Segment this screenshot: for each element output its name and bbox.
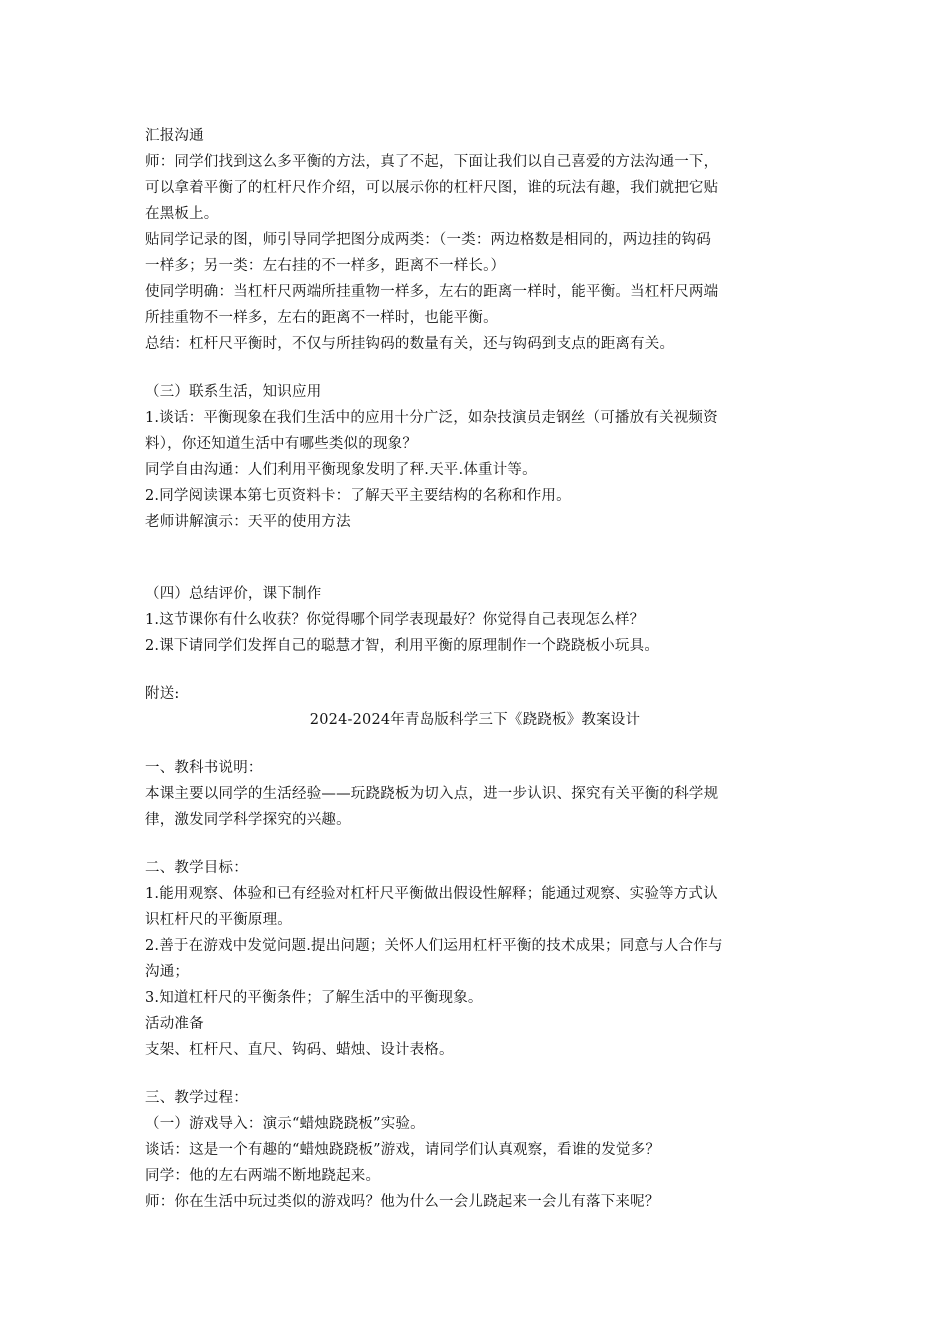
part1-paragraph-line: 本课主要以同学的生活经验——玩跷跷板为切入点，进一步认识、探究有关平衡的科学规 <box>145 786 719 802</box>
prep-items: 支架、杠杆尺、直尺、钩码、蜡烛、设计表格。 <box>145 1042 454 1058</box>
report-paragraph-line: 一样多；另一类：左右挂的不一样多，距离不一样长。） <box>145 258 506 274</box>
report-paragraph-line: 在黑板上。 <box>145 206 219 222</box>
section4-item-line: 2.课下请同学们发挥自己的聪慧才智，利用平衡的原理制作一个跷跷板小玩具。 <box>145 638 660 654</box>
section3-discussion: 同学自由沟通：人们利用平衡现象发明了秤.天平.体重计等。 <box>145 462 537 478</box>
part2-goal-line: 识杠杆尺的平衡原理。 <box>145 912 292 928</box>
report-paragraph-line: 使同学明确：当杠杆尺两端所挂重物一样多，左右的距离一样时，能平衡。当杠杆尺两端 <box>145 284 719 300</box>
part2-heading: 二、教学目标： <box>145 860 248 876</box>
report-paragraph-line: 可以拿着平衡了的杠杆尺作介绍，可以展示你的杠杆尺图，谁的玩法有趣，我们就把它贴 <box>145 180 719 196</box>
part2-goal-line: 沟通； <box>145 964 190 980</box>
part3-subheading: （一）游戏导入：演示“蜡烛跷跷板”实验。 <box>145 1116 425 1132</box>
appendix-label: 附送: <box>145 686 180 702</box>
report-paragraph-line: 所挂重物不一样多，左右的距离不一样时，也能平衡。 <box>145 310 498 326</box>
part3-heading: 三、教学过程： <box>145 1090 248 1106</box>
part1-heading: 一、教科书说明： <box>145 760 263 776</box>
section3-item-line: 1.谈话：平衡现象在我们生活中的应用十分广泛，如杂技演员走钢丝（可播放有关视频资 <box>145 410 718 426</box>
report-paragraph-line: 贴同学记录的图，师引导同学把图分成两类：（一类：两边格数是相同的，两边挂的钩码 <box>145 232 712 248</box>
appendix-title: 2024-2024年青岛版科学三下《跷跷板》教案设计 <box>309 712 641 728</box>
part3-student: 同学：他的左右两端不断地跷起来。 <box>145 1168 381 1184</box>
part3-talk: 谈话：这是一个有趣的“蜡烛跷跷板”游戏，请同学们认真观察，看谁的发觉多？ <box>145 1142 661 1158</box>
part2-goal-line: 2.善于在游戏中发觉问题.提出问题；关怀人们运用杠杆平衡的技术成果；同意与人合作与 <box>145 938 723 954</box>
part3-teacher: 师：你在生活中玩过类似的游戏吗？他为什么一会儿跷起来一会儿有落下来呢？ <box>145 1194 660 1210</box>
report-summary: 总结：杠杆尺平衡时，不仅与所挂钩码的数量有关，还与钩码到支点的距离有关。 <box>145 336 675 352</box>
report-heading: 汇报沟通 <box>145 128 204 144</box>
part2-goal-line: 3.知道杠杆尺的平衡条件；了解生活中的平衡现象。 <box>145 990 483 1006</box>
prep-heading: 活动准备 <box>145 1016 204 1032</box>
section3-heading: （三）联系生活，知识应用 <box>145 384 322 400</box>
part2-goal-line: 1.能用观察、体验和已有经验对杠杆尺平衡做出假设性解释；能通过观察、实验等方式认 <box>145 886 718 902</box>
section3-teacher: 老师讲解演示：天平的使用方法 <box>145 514 351 530</box>
report-paragraph-line: 师：同学们找到这么多平衡的方法，真了不起，下面让我们以自己喜爱的方法沟通一下， <box>145 154 719 170</box>
section3-item-line: 2.同学阅读课本第七页资料卡：了解天平主要结构的名称和作用。 <box>145 488 571 504</box>
section3-item-line: 料），你还知道生活中有哪些类似的现象？ <box>145 436 418 452</box>
part1-paragraph-line: 律，激发同学科学探究的兴趣。 <box>145 812 351 828</box>
section4-heading: （四）总结评价，课下制作 <box>145 586 322 602</box>
section4-item-line: 1.这节课你有什么收获？你觉得哪个同学表现最好？你觉得自己表现怎么样？ <box>145 612 645 628</box>
